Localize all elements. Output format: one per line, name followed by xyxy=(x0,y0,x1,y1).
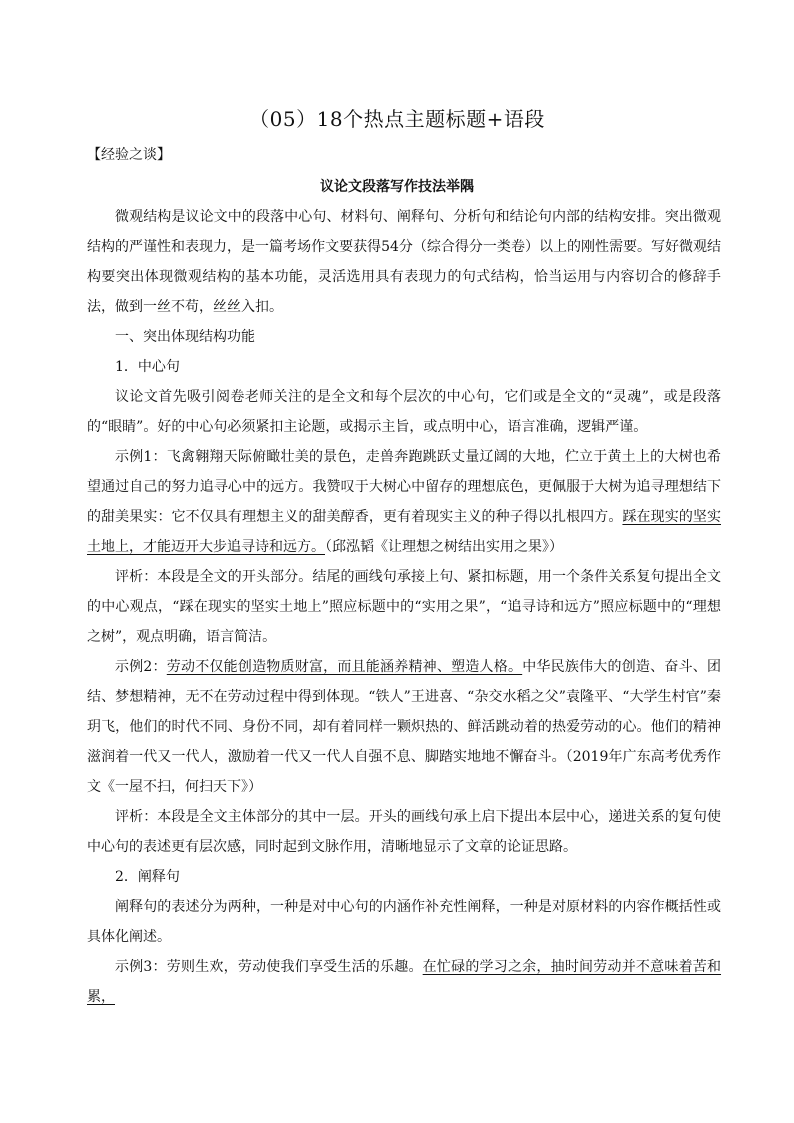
example-1-text: 示例1：飞禽翱翔天际俯瞰壮美的景色，走兽奔跑跳跃丈量辽阔的大地，伫立于黄土上的大树也希望通过自己的努力追寻心中的远方。我赞叹于大树心中留存的理想底色，更佩服于大树为追寻理想结下的甜美果实：它不仅具有理想主义的甜美醇香，更有着现实主义的种子得以扎根四方。 xyxy=(87,449,721,525)
example-1-underlined: 踩在现实的坚实土地上，才能迈开大步追寻诗和远方。 xyxy=(87,509,721,555)
intro-paragraph: 微观结构是议论文中的段落中心句、材料句、阐释句、分析句和结论句内部的结构安排。突出微观结构的严谨性和表现力，是一篇考场作文要获得54分（综合得分一类卷）以上的刚性需要。写好微观结构要突出体现微观结构的基本功能，灵活选用具有表现力的句式结构，恰当运用与内容切合的修辞手法，做到一丝不苟，丝丝入扣。 xyxy=(87,209,721,315)
example-3 xyxy=(87,952,721,1012)
example-3-underlined: 在忙碌的学习之余，抽时间劳动并不意味着苦和累， xyxy=(87,959,722,1005)
example-2-text: 中华民族伟大的创造、奋斗、团结、梦想精神，无不在劳动过程中得到体现。“铁人”王进喜、“杂交水稻之父”袁隆平、“大学生村官”秦玥飞，他们的时代不同、身份不同，却有着同样一颗炽热的、鲜活跳动着的热爱劳动的心。他们的精神滋润着一代又一代人，激励着一代又一代人自强不息、脚踏实地地不懈奋斗。（2019年广东高考优秀作文《一屋不扫，何扫天下》） xyxy=(87,659,721,795)
example-1-source: （邱泓韬《让理想之树结出实用之果》） xyxy=(325,539,563,555)
heading-structure-function: 一、突出体现结构功能 xyxy=(115,329,255,345)
example-1 xyxy=(87,442,721,562)
heading-explanation-sentence: 2．阐释句 xyxy=(115,869,180,885)
example-2-label: 示例2： xyxy=(115,659,167,675)
example-2 xyxy=(87,652,721,802)
page-title: （05）18个热点主题标题+语段 xyxy=(249,107,545,131)
example-3-text: 示例3：劳则生欢，劳动使我们享受生活的乐趣。 xyxy=(115,959,423,975)
comment-1: 评析：本段是全文的开头部分。结尾的画线句承接上句、紧扣标题，用一个条件关系复句提出全文的中心观点，“踩在现实的坚实土地上”照应标题中的“实用之果”，“追寻诗和远方”照应标题中的“理想之树”，观点明确，语言简洁。 xyxy=(87,569,721,645)
section-tag: 【经验之谈】 xyxy=(87,147,171,163)
subtitle: 议论文段落写作技法举隅 xyxy=(320,179,474,195)
central-sentence-paragraph: 议论文首先吸引阅卷老师关注的是全文和每个层次的中心句，它们或是全文的“灵魂”，或是段落的“眼睛”。好的中心句必须紧扣主论题，或揭示主旨，或点明中心，语言准确，逻辑严谨。 xyxy=(87,389,721,435)
example-2-underlined: 劳动不仅能创造物质财富，而且能涵养精神、塑造人格。 xyxy=(166,659,523,675)
body-text xyxy=(87,202,721,1012)
explanation-paragraph: 阐释句的表述分为两种，一种是对中心句的内涵作补充性阐释，一种是对原材料的内容作概括性或具体化阐述。 xyxy=(87,899,721,945)
comment-2: 评析：本段是全文主体部分的其中一层。开头的画线句承上启下提出本层中心，递进关系的复句使中心句的表述更有层次感，同时起到文脉作用，清晰地显示了文章的论证思路。 xyxy=(87,809,721,855)
heading-central-sentence: 1．中心句 xyxy=(115,359,180,375)
